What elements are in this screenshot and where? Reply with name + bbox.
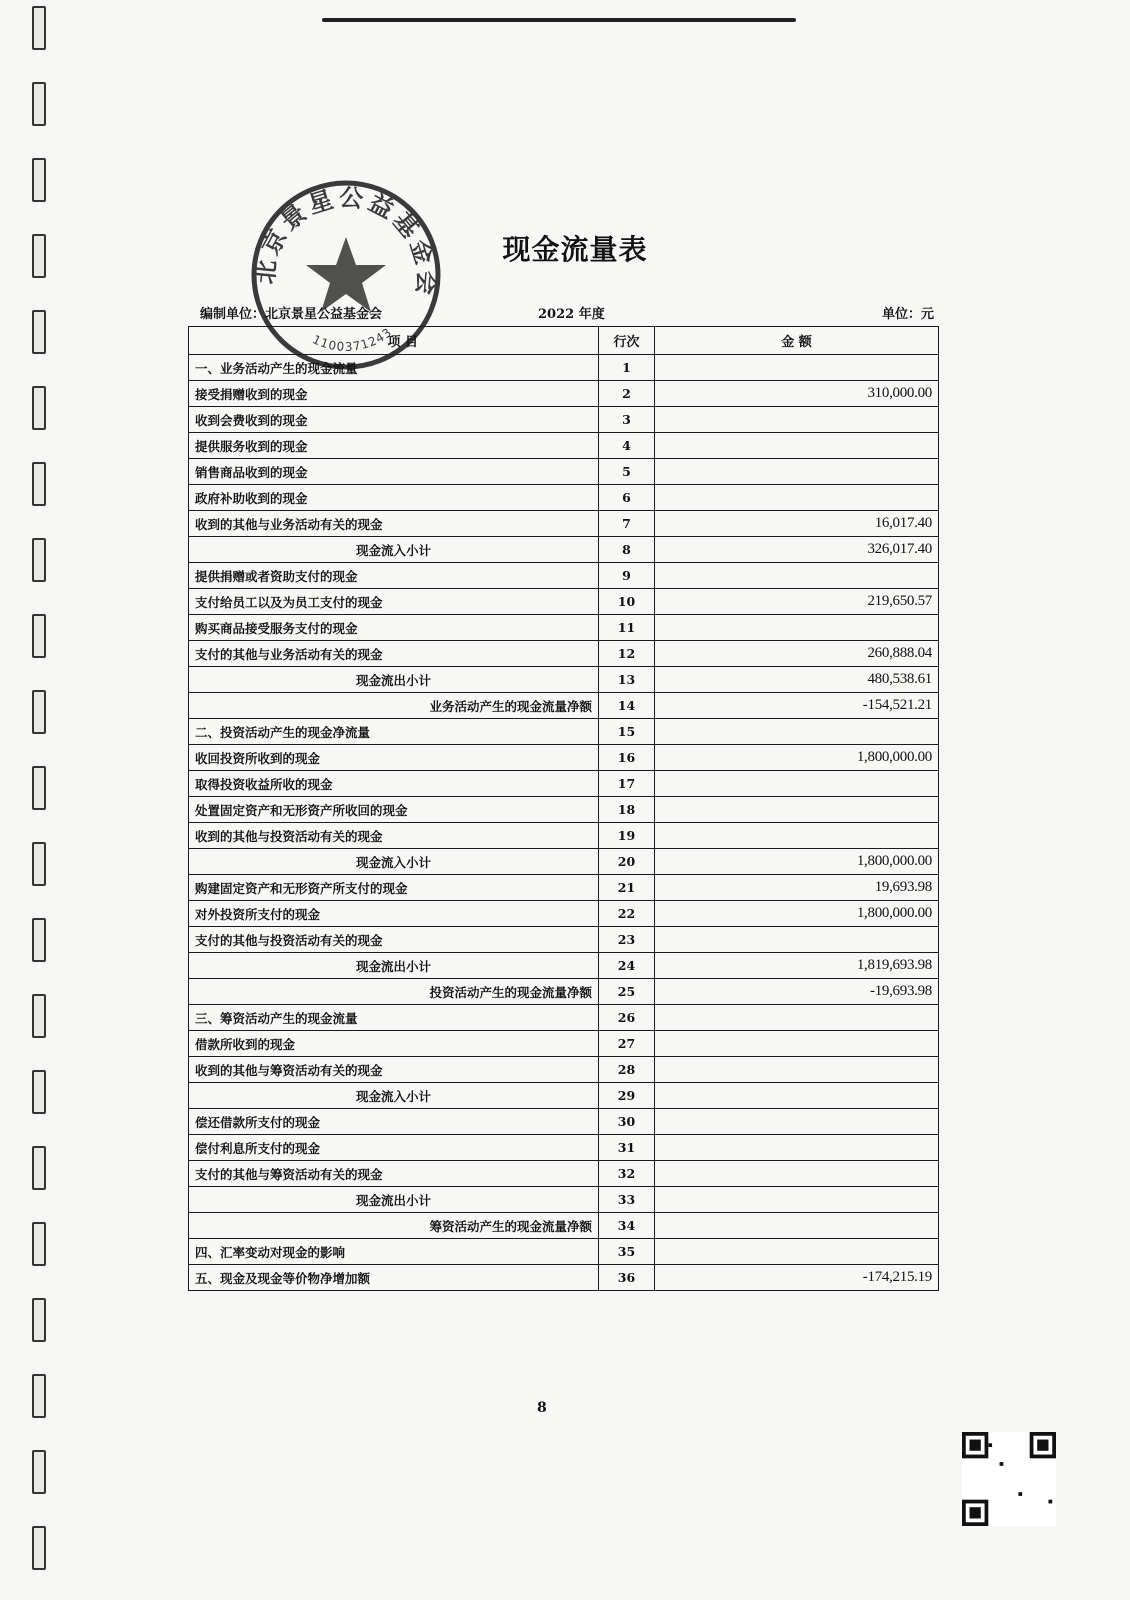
row-amount: 1,819,693.98 (655, 953, 939, 979)
fiscal-year: 2022 年度 (538, 307, 605, 322)
binding-holes (28, 0, 52, 1600)
row-item: 偿还借款所支付的现金 (189, 1109, 599, 1135)
row-amount (655, 771, 939, 797)
row-line-number: 1 (599, 355, 655, 381)
table-row (189, 459, 939, 485)
binding-hole (32, 614, 46, 658)
table-row (189, 1083, 939, 1109)
row-line-number: 32 (599, 1161, 655, 1187)
row-line-number: 9 (599, 563, 655, 589)
row-amount (655, 927, 939, 953)
table-row (189, 901, 939, 927)
table-row (189, 407, 939, 433)
row-item: 现金流出小计 (189, 953, 599, 979)
table-row (189, 823, 939, 849)
binding-hole (32, 1450, 46, 1494)
row-amount: 1,800,000.00 (655, 745, 939, 771)
row-amount: -19,693.98 (655, 979, 939, 1005)
table-row (189, 1239, 939, 1265)
row-amount (655, 355, 939, 381)
row-item: 五、现金及现金等价物净增加额 (189, 1265, 599, 1291)
row-item: 三、筹资活动产生的现金流量 (189, 1005, 599, 1031)
table-row (189, 641, 939, 667)
table-row (189, 589, 939, 615)
binding-hole (32, 1222, 46, 1266)
table-row (189, 563, 939, 589)
row-item: 二、投资活动产生的现金净流量 (189, 719, 599, 745)
row-item: 支付给员工以及为员工支付的现金 (189, 589, 599, 615)
table-row (189, 953, 939, 979)
row-amount: 19,693.98 (655, 875, 939, 901)
row-item: 对外投资所支付的现金 (189, 901, 599, 927)
row-item: 投资活动产生的现金流量净额 (189, 979, 599, 1005)
row-amount (655, 1161, 939, 1187)
row-amount (655, 719, 939, 745)
row-amount (655, 615, 939, 641)
row-line-number: 19 (599, 823, 655, 849)
binding-hole (32, 462, 46, 506)
table-row (189, 511, 939, 537)
qr-code-icon (962, 1432, 1056, 1526)
row-line-number: 13 (599, 667, 655, 693)
table-header-row (189, 327, 939, 355)
table-row (189, 1213, 939, 1239)
table-row (189, 1135, 939, 1161)
row-line-number: 7 (599, 511, 655, 537)
row-amount: 326,017.40 (655, 537, 939, 563)
table-row (189, 875, 939, 901)
header-item: 项 目 (189, 327, 599, 355)
row-amount (655, 433, 939, 459)
row-line-number: 28 (599, 1057, 655, 1083)
binding-hole (32, 690, 46, 734)
row-line-number: 18 (599, 797, 655, 823)
row-item: 借款所收到的现金 (189, 1031, 599, 1057)
binding-hole (32, 1374, 46, 1418)
table-row (189, 1031, 939, 1057)
seal-code: 1100371243 (310, 324, 395, 354)
table-row (189, 693, 939, 719)
table-row (189, 537, 939, 563)
row-item: 收到的其他与筹资活动有关的现金 (189, 1057, 599, 1083)
table-row (189, 433, 939, 459)
row-line-number: 22 (599, 901, 655, 927)
seal-star-icon (306, 237, 386, 312)
row-line-number: 8 (599, 537, 655, 563)
row-amount (655, 823, 939, 849)
row-amount: -154,521.21 (655, 693, 939, 719)
binding-hole (32, 310, 46, 354)
table-row (189, 1109, 939, 1135)
header-line: 行次 (599, 327, 655, 355)
row-line-number: 29 (599, 1083, 655, 1109)
table-row (189, 849, 939, 875)
row-item: 现金流出小计 (189, 1187, 599, 1213)
row-line-number: 3 (599, 407, 655, 433)
row-line-number: 20 (599, 849, 655, 875)
row-item: 现金流入小计 (189, 849, 599, 875)
row-line-number: 15 (599, 719, 655, 745)
row-amount: 16,017.40 (655, 511, 939, 537)
row-item: 收回投资所收到的现金 (189, 745, 599, 771)
row-item: 处置固定资产和无形资产所收回的现金 (189, 797, 599, 823)
row-line-number: 34 (599, 1213, 655, 1239)
row-item: 现金流出小计 (189, 667, 599, 693)
binding-hole (32, 6, 46, 50)
binding-hole (32, 1526, 46, 1570)
row-amount (655, 1005, 939, 1031)
table-row (189, 615, 939, 641)
row-amount (655, 1109, 939, 1135)
table-row (189, 979, 939, 1005)
row-line-number: 30 (599, 1109, 655, 1135)
row-amount (655, 1031, 939, 1057)
table-row (189, 1187, 939, 1213)
row-line-number: 5 (599, 459, 655, 485)
binding-hole (32, 1070, 46, 1114)
page-title: 现金流量表 (502, 233, 648, 266)
row-line-number: 24 (599, 953, 655, 979)
table-row (189, 719, 939, 745)
header-amount: 金 额 (655, 327, 939, 355)
row-line-number: 31 (599, 1135, 655, 1161)
currency-unit: 单位：元 (881, 307, 934, 322)
binding-hole (32, 386, 46, 430)
binding-hole (32, 766, 46, 810)
row-item: 收到的其他与业务活动有关的现金 (189, 511, 599, 537)
row-amount (655, 1239, 939, 1265)
table-row (189, 667, 939, 693)
row-item: 接受捐赠收到的现金 (189, 381, 599, 407)
row-item: 四、汇率变动对现金的影响 (189, 1239, 599, 1265)
seal-text: 北京景星公益基金会 (251, 183, 441, 300)
row-item: 支付的其他与业务活动有关的现金 (189, 641, 599, 667)
row-line-number: 17 (599, 771, 655, 797)
row-item: 现金流入小计 (189, 1083, 599, 1109)
row-amount (655, 563, 939, 589)
row-line-number: 12 (599, 641, 655, 667)
row-line-number: 26 (599, 1005, 655, 1031)
table-row (189, 797, 939, 823)
row-line-number: 33 (599, 1187, 655, 1213)
row-item: 业务活动产生的现金流量净额 (189, 693, 599, 719)
page-number: 8 (537, 1400, 547, 1416)
row-amount (655, 407, 939, 433)
row-line-number: 35 (599, 1239, 655, 1265)
row-amount: 1,800,000.00 (655, 901, 939, 927)
row-line-number: 25 (599, 979, 655, 1005)
row-line-number: 2 (599, 381, 655, 407)
row-item: 销售商品收到的现金 (189, 459, 599, 485)
row-line-number: 27 (599, 1031, 655, 1057)
row-line-number: 10 (599, 589, 655, 615)
org-label: 编制单位：北京景星公益基金会 (200, 307, 383, 322)
row-item: 现金流入小计 (189, 537, 599, 563)
row-amount: -174,215.19 (655, 1265, 939, 1291)
row-amount (655, 1135, 939, 1161)
row-item: 提供捐赠或者资助支付的现金 (189, 563, 599, 589)
binding-hole (32, 234, 46, 278)
table-row (189, 745, 939, 771)
row-amount: 310,000.00 (655, 381, 939, 407)
row-item: 取得投资收益所收的现金 (189, 771, 599, 797)
row-amount: 260,888.04 (655, 641, 939, 667)
row-line-number: 4 (599, 433, 655, 459)
row-line-number: 21 (599, 875, 655, 901)
row-item: 收到会费收到的现金 (189, 407, 599, 433)
table-row (189, 485, 939, 511)
row-amount (655, 1057, 939, 1083)
table-row (189, 1057, 939, 1083)
binding-hole (32, 1146, 46, 1190)
table-row (189, 771, 939, 797)
row-item: 提供服务收到的现金 (189, 433, 599, 459)
row-item: 支付的其他与筹资活动有关的现金 (189, 1161, 599, 1187)
binding-hole (32, 158, 46, 202)
row-amount: 1,800,000.00 (655, 849, 939, 875)
table-row (189, 1161, 939, 1187)
row-amount (655, 485, 939, 511)
row-line-number: 36 (599, 1265, 655, 1291)
binding-hole (32, 994, 46, 1038)
row-amount (655, 459, 939, 485)
row-item: 政府补助收到的现金 (189, 485, 599, 511)
row-item: 偿付利息所支付的现金 (189, 1135, 599, 1161)
cash-flow-table (188, 326, 939, 1291)
top-rule (322, 18, 796, 22)
table-row (189, 1265, 939, 1291)
row-item: 购买商品接受服务支付的现金 (189, 615, 599, 641)
binding-hole (32, 918, 46, 962)
row-line-number: 14 (599, 693, 655, 719)
row-item: 收到的其他与投资活动有关的现金 (189, 823, 599, 849)
binding-hole (32, 1298, 46, 1342)
row-item: 支付的其他与投资活动有关的现金 (189, 927, 599, 953)
table-row (189, 927, 939, 953)
table-row (189, 1005, 939, 1031)
row-amount (655, 1083, 939, 1109)
row-amount (655, 1187, 939, 1213)
table-row (189, 355, 939, 381)
row-line-number: 16 (599, 745, 655, 771)
row-item: 购建固定资产和无形资产所支付的现金 (189, 875, 599, 901)
table-row (189, 381, 939, 407)
binding-hole (32, 538, 46, 582)
row-amount (655, 797, 939, 823)
row-line-number: 23 (599, 927, 655, 953)
row-line-number: 11 (599, 615, 655, 641)
row-amount (655, 1213, 939, 1239)
row-amount: 480,538.61 (655, 667, 939, 693)
row-line-number: 6 (599, 485, 655, 511)
row-item: 一、业务活动产生的现金流量 (189, 355, 599, 381)
binding-hole (32, 842, 46, 886)
row-item: 筹资活动产生的现金流量净额 (189, 1213, 599, 1239)
binding-hole (32, 82, 46, 126)
row-amount: 219,650.57 (655, 589, 939, 615)
